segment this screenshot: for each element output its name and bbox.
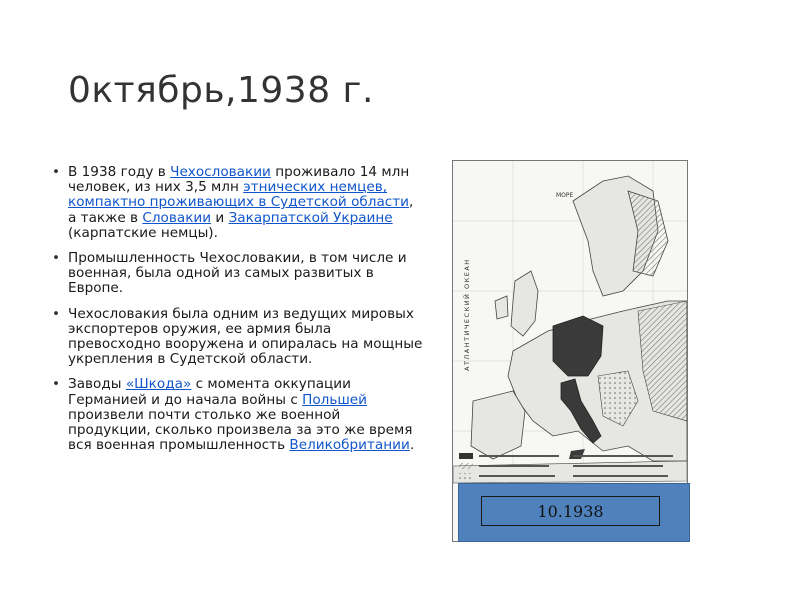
bullet-text: Чехословакия была одним из ведущих мировых экспортеров оружия, ее армия была превосходно вооружена и опиралась на мощные укрепления в Судетской области. <box>68 305 423 368</box>
bullet-text: произвели почти столько же военной продукции, сколько произвела за это же время вся военная промышленность <box>68 406 413 454</box>
ocean-label: АТЛАНТИЧЕСКИЙ ОКЕАН <box>463 258 471 371</box>
bullet-item <box>52 377 424 453</box>
bullet-text: В 1938 году в <box>68 164 171 180</box>
bullet-text: (карпатские немцы). <box>68 224 218 241</box>
inline-link[interactable]: Словакии <box>142 209 212 226</box>
date-panel <box>458 483 690 542</box>
inline-link[interactable]: Польшей <box>302 391 368 408</box>
bullet-item <box>52 165 424 241</box>
bullet-text: Промышленность Чехословакии, в том числе и военная, была одной из самых развитых в Европе. <box>68 250 407 297</box>
sea-label: МОРЕ <box>556 192 574 199</box>
inline-link[interactable]: Чехословакии <box>170 164 271 180</box>
slide-title: 0ктябрь,1938 г. <box>68 70 374 111</box>
inline-link[interactable]: Закарпатской Украине <box>228 209 393 226</box>
bullet-list <box>52 165 424 463</box>
inline-link[interactable]: «Шкода» <box>125 376 192 393</box>
date-label: 10.1938 <box>481 496 660 526</box>
bullet-text: Заводы <box>68 376 126 393</box>
bullet-item <box>52 307 424 368</box>
bullet-item <box>52 251 424 297</box>
bullet-text: проживало 14 млн человек, из них 3,5 млн <box>68 164 410 196</box>
bullet-text: и <box>211 209 229 226</box>
inline-link[interactable]: этнических немцев, компактно проживающих в Судетской области <box>68 179 410 211</box>
bullet-text: . <box>409 437 415 454</box>
bullet-text: , а также в <box>68 194 414 226</box>
inline-link[interactable]: Великобритании <box>289 437 410 454</box>
bullet-text: с момента оккупации Германией и до начала войны с <box>68 376 351 408</box>
